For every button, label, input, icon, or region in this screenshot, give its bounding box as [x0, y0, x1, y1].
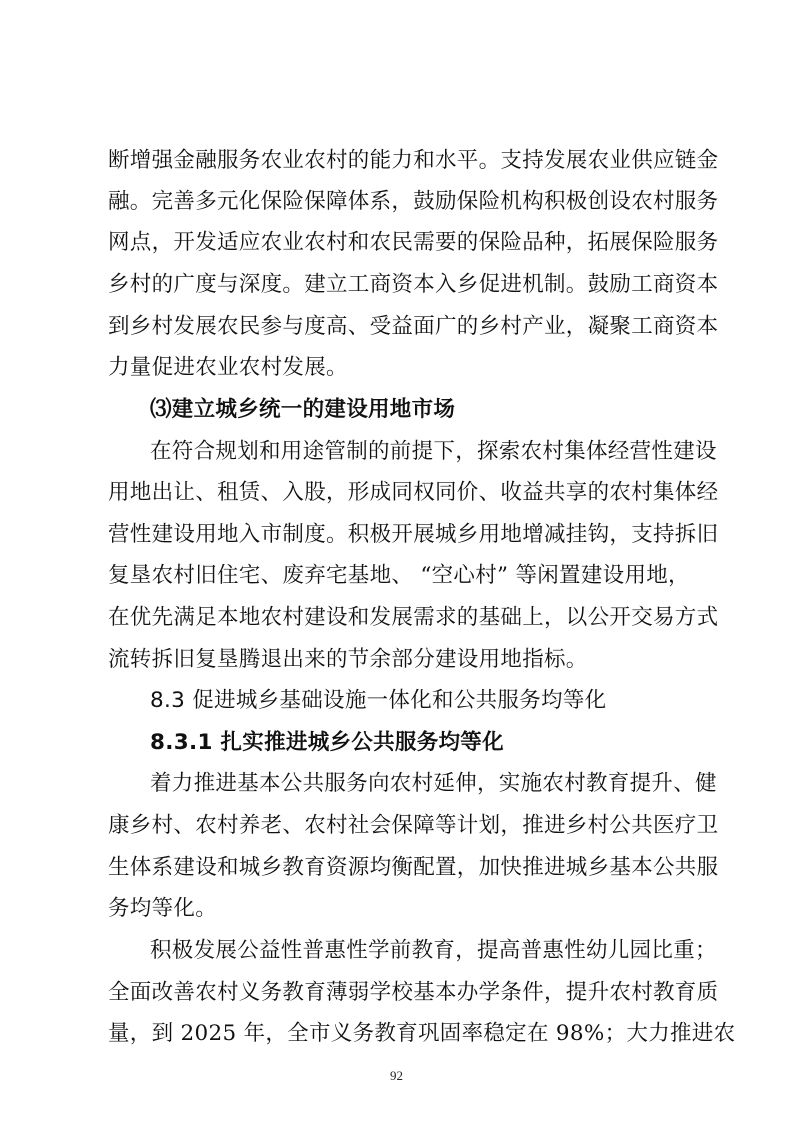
paragraph-line: 生体系建设和城乡教育资源均衡配置，加快推进城乡基本公共服: [108, 855, 719, 880]
paragraph-line: 务均等化。: [108, 896, 218, 921]
paragraph-line: 康乡村、农村养老、农村社会保障等计划，推进乡村公共医疗卫: [108, 813, 719, 838]
paragraph-line: 复垦农村旧住宅、废弃宅基地、 “空心村” 等闲置建设用地，: [108, 563, 690, 588]
paragraph-line: 用地出让、租赁、入股，形成同权同价、收益共享的农村集体经: [108, 480, 719, 505]
section-heading: 8.3 促进城乡基础设施一体化和公共服务均等化: [150, 688, 607, 713]
paragraph-line: 融。完善多元化保险保障体系，鼓励保险机构积极创设农村服务: [108, 189, 719, 214]
paragraph-line: 流转拆旧复垦腾退出来的节余部分建设用地指标。: [108, 647, 588, 672]
paragraph-line: 积极发展公益性普惠性学前教育，提高普惠性幼儿园比重；: [150, 938, 717, 963]
paragraph-line: 全面改善农村义务教育薄弱学校基本办学条件，提升农村教育质: [108, 980, 719, 1005]
page-number: 92: [390, 1068, 403, 1083]
paragraph-line: 乡村的广度与深度。建立工商资本入乡促进机制。鼓励工商资本: [108, 272, 719, 297]
paragraph-line: 在优先满足本地农村建设和发展需求的基础上，以公开交易方式: [108, 605, 719, 630]
paragraph-line: 着力推进基本公共服务向农村延伸，实施农村教育提升、健: [150, 771, 717, 796]
subsection-heading: 8.3.1 扎实推进城乡公共服务均等化: [150, 730, 504, 755]
paragraph-line: 断增强金融服务农业农村的能力和水平。支持发展农业供应链金: [108, 148, 719, 173]
paragraph-line: 到乡村发展农民参与度高、受益面广的乡村产业，凝聚工商资本: [108, 314, 719, 339]
paragraph-line: 量，到 2025 年，全市义务教育巩固率稳定在 98%；大力推进农: [108, 1021, 736, 1046]
paragraph-line: 在符合规划和用途管制的前提下，探索农村集体经营性建设: [150, 439, 717, 464]
paragraph-line: 力量促进农业农村发展。: [108, 355, 348, 380]
section-heading: ⑶建立城乡统一的建设用地市场: [150, 397, 456, 422]
paragraph-line: 营性建设用地入市制度。积极开展城乡用地增减挂钩，支持拆旧: [108, 522, 719, 547]
paragraph-line: 网点，开发适应农业农村和农民需要的保险品种，拓展保险服务: [108, 230, 719, 255]
